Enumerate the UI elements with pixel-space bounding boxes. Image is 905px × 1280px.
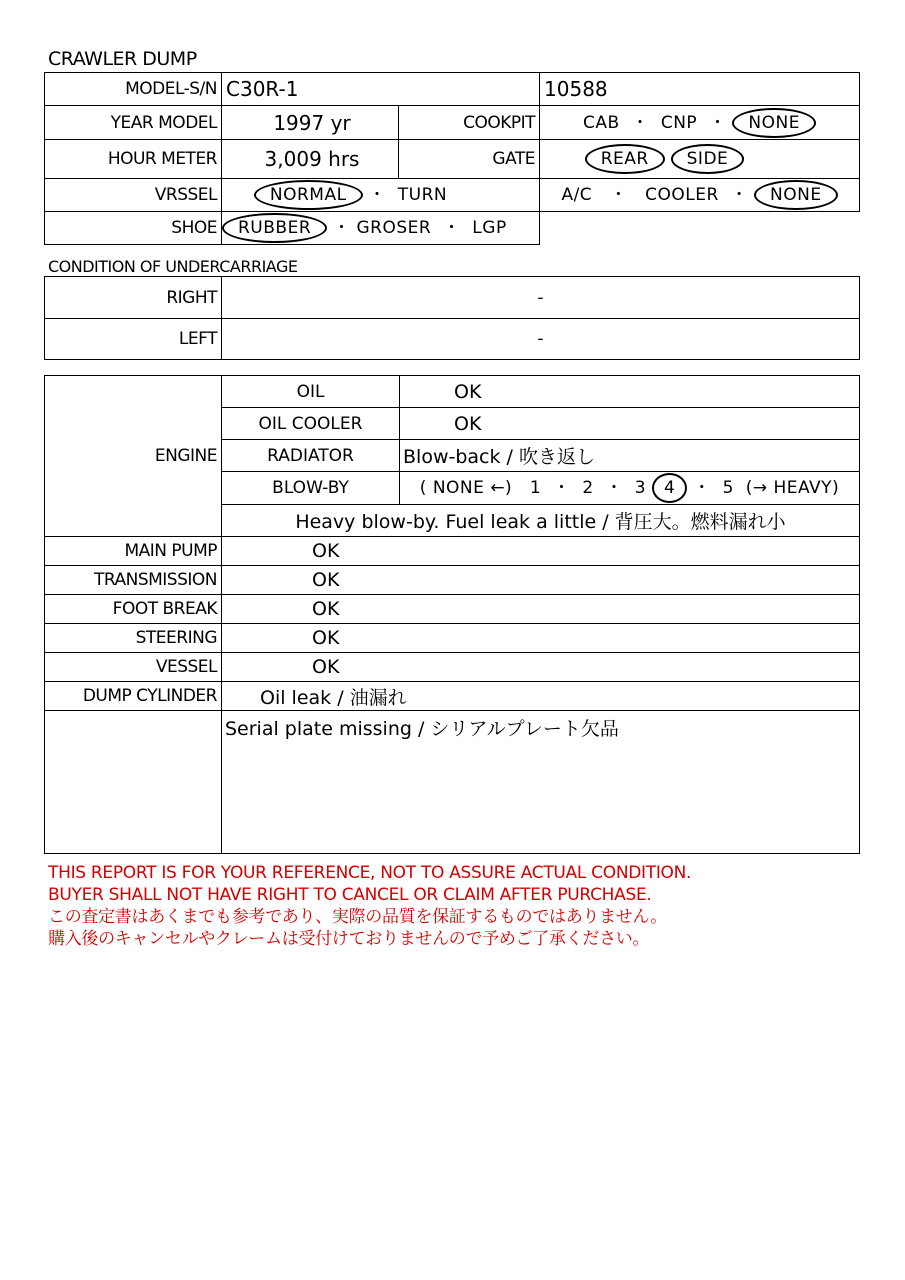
component-label: VESSEL [45,653,222,682]
component-value: OK [222,595,860,624]
gate-label: GATE [399,140,540,179]
year-value: 1997 yr [222,106,399,140]
blowby-level-2: 2 [582,478,594,498]
component-value: OK [222,537,860,566]
condition-table [44,375,860,854]
ac-option-cooler: COOLER [645,185,719,205]
component-label: FOOT BREAK [45,595,222,624]
model-sn-label: MODEL-S/N [45,73,222,106]
separator: ・ [631,112,650,133]
engine-label: ENGINE [45,376,222,537]
component-value: Oil leak / 油漏れ [222,682,860,711]
vessel-option-normal-selected: NORMAL [254,180,363,210]
engine-note: Heavy blow-by. Fuel leak a little / 背圧大。燃料漏れ小 [222,505,860,537]
cookpit-options [540,106,860,140]
separator: ・ [333,218,351,238]
blowby-level-4-selected: 4 [652,473,687,503]
disclaimer-line-1: THIS REPORT IS FOR YOUR REFERENCE, NOT TO ASSURE ACTUAL CONDITION. [48,863,692,883]
ac-options [540,179,860,212]
ac-option-ac: A/C [561,185,593,205]
separator: ・ [693,478,711,498]
radiator-label: RADIATOR [222,440,400,472]
separator: ・ [368,185,386,205]
shoe-option-groser: GROSER [356,218,432,238]
vessel-type-label: VRSSEL [45,179,222,212]
component-label: DUMP CYLINDER [45,682,222,711]
component-label: TRANSMISSION [45,566,222,595]
component-value: OK [222,653,860,682]
blowby-level-1: 1 [529,478,542,498]
hour-meter-label: HOUR METER [45,140,222,179]
separator: ・ [553,478,571,498]
separator: ・ [709,112,727,133]
cookpit-option-none-selected: NONE [732,108,816,138]
radiator-value: Blow-back / 吹き返し [400,440,860,472]
oil-label: OIL [222,376,400,408]
disclaimer [48,862,691,950]
cookpit-option-cab: CAB [583,112,620,133]
component-value: OK [222,566,860,595]
blowby-scale-end: (→ HEAVY) [745,478,840,498]
undercarriage-table [44,276,860,360]
spec-table [44,72,860,245]
oil-cooler-label: OIL COOLER [222,408,400,440]
undercarriage-title: CONDITION OF UNDERCARRIAGE [48,257,298,276]
undercarriage-left-label: LEFT [45,319,222,360]
oil-value: OK [400,376,860,408]
blowby-scale-start: ( NONE ←) [419,478,513,498]
oil-cooler-value: OK [400,408,860,440]
disclaimer-line-2: BUYER SHALL NOT HAVE RIGHT TO CANCEL OR CLAIM AFTER PURCHASE. [48,885,652,905]
disclaimer-line-4: 購入後のキャンセルやクレームは受付けておりませんので予めご了承ください。 [48,929,650,949]
separator: ・ [609,185,628,205]
vessel-type-options [222,179,540,212]
undercarriage-left-value: - [222,319,860,360]
separator: ・ [730,185,749,205]
gate-option-rear-selected: REAR [585,144,665,174]
model-value: C30R-1 [222,73,540,106]
remarks: Serial plate missing / シリアルプレート欠品 [222,711,860,854]
blowby-scale [400,472,860,505]
blowby-label: BLOW-BY [222,472,400,505]
gate-options [540,140,860,179]
shoe-option-lgp: LGP [472,218,507,238]
blowby-level-3: 3 [634,478,647,498]
vessel-option-turn: TURN [397,185,448,205]
separator: ・ [442,218,461,238]
undercarriage-right-value: - [222,277,860,319]
component-label: MAIN PUMP [45,537,222,566]
ac-option-none-selected: NONE [754,180,838,210]
separator: ・ [605,478,623,498]
disclaimer-line-3: この査定書はあくまでも参考であり、実際の品質を保証するものではありません。 [48,907,667,927]
report-title: CRAWLER DUMP [48,48,197,70]
hour-meter-value: 3,009 hrs [222,140,399,179]
component-value: OK [222,624,860,653]
serial-value: 10588 [540,73,860,106]
blowby-level-5: 5 [722,478,734,498]
cookpit-label: COOKPIT [399,106,540,140]
undercarriage-right-label: RIGHT [45,277,222,319]
cookpit-option-cnp: CNP [660,112,698,133]
shoe-label: SHOE [45,212,222,245]
gate-option-side-selected: SIDE [671,144,745,174]
shoe-option-rubber-selected: RUBBER [222,213,327,243]
year-label: YEAR MODEL [45,106,222,140]
component-label: STEERING [45,624,222,653]
shoe-options [222,212,540,245]
